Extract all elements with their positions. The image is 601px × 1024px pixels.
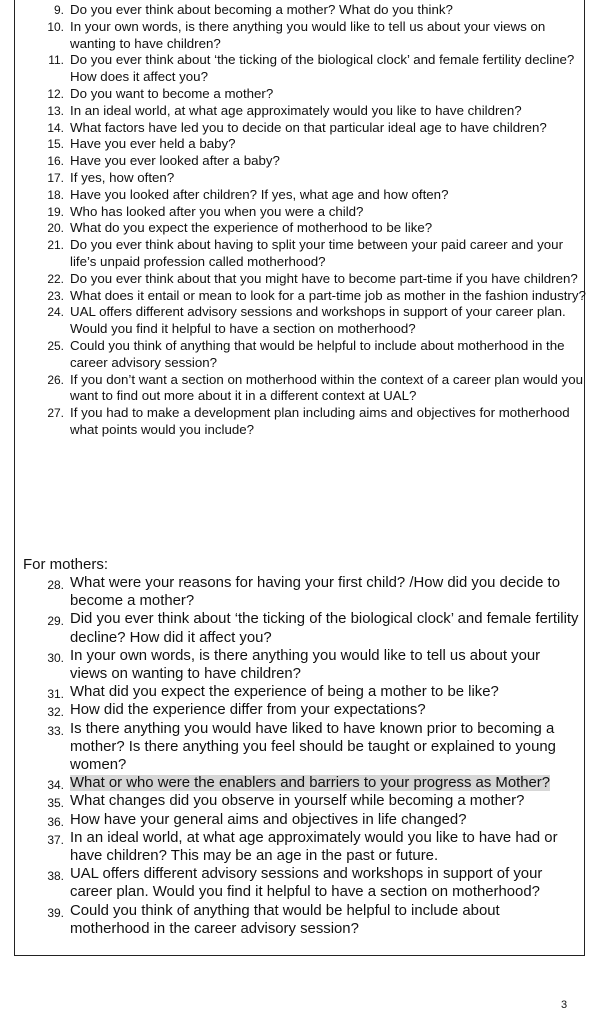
- question-text: In your own words, is there anything you would like to tell us about your views on wanting to have children?: [70, 18, 546, 51]
- question-text: What do you expect the experience of motherhood to be like?: [70, 220, 433, 236]
- question-text: What were your reasons for having your first child? /How did you decide to become a mother?: [70, 575, 560, 610]
- question-text: Have you ever held a baby?: [70, 136, 236, 152]
- question-number: 26.: [47, 372, 64, 387]
- question-number: 23.: [47, 288, 64, 303]
- question-item: [47, 720, 580, 775]
- mothers-questions-list: [47, 574, 580, 938]
- question-text: What changes did you observe in yourself while becoming a mother?: [70, 793, 525, 810]
- question-text: Who has looked after you when you were a child?: [70, 203, 364, 219]
- question-text: Have you looked after children? If yes, what age and how often?: [70, 186, 449, 202]
- question-item: [47, 405, 590, 439]
- question-number: 30.: [47, 650, 64, 665]
- question-item: [47, 270, 590, 288]
- question-number: 38.: [47, 869, 64, 884]
- question-item: [47, 337, 590, 372]
- question-item-highlighted: [47, 774, 580, 793]
- question-item: [47, 287, 590, 305]
- question-number: 21.: [47, 238, 64, 253]
- question-item: [47, 186, 590, 204]
- questionnaire-box: [14, 0, 585, 956]
- question-text: Could you think of anything that would be helpful to include about motherhood in the career advisory session?: [70, 902, 500, 937]
- question-item: [47, 136, 590, 153]
- question-text: Is there anything you would have liked to have known prior to becoming a mother? Is there anything you feel should be taught or explained to young women?: [70, 720, 556, 774]
- question-number: 20.: [47, 221, 64, 236]
- question-number: 17.: [47, 170, 64, 185]
- question-item: [47, 119, 590, 137]
- question-item: [47, 237, 590, 271]
- question-number: 13.: [47, 103, 64, 118]
- question-text: Do you ever think about that you might have to become part-time if you have children?: [70, 270, 578, 286]
- question-item: [47, 304, 590, 338]
- question-number: 27.: [47, 406, 64, 421]
- for-mothers-heading: For mothers:: [23, 556, 109, 573]
- question-number: 36.: [47, 814, 64, 829]
- question-item: [47, 683, 580, 702]
- question-text: Did you ever think about ‘the ticking of the biological clock’ and female fertility decline? How did it affect you?: [70, 611, 579, 646]
- question-number: 25.: [47, 338, 64, 353]
- question-item: [47, 811, 580, 829]
- question-number: 35.: [47, 796, 64, 811]
- question-text: In an ideal world, at what age approximately would you like to have children?: [70, 102, 522, 118]
- question-item: [47, 647, 580, 683]
- question-text: Have you ever looked after a baby?: [70, 153, 280, 169]
- question-item: [47, 102, 590, 120]
- question-number: 9.: [53, 3, 64, 17]
- question-text: In your own words, is there anything you would like to tell us about your views on wanting to have children?: [70, 647, 541, 683]
- question-number: 32.: [47, 705, 64, 720]
- question-text: If you had to make a development plan including aims and objectives for motherhood what points would you include?: [70, 405, 570, 437]
- question-number: 14.: [47, 120, 64, 135]
- question-item: [47, 574, 580, 610]
- question-number: 12.: [47, 86, 64, 101]
- question-number: 10.: [47, 19, 64, 34]
- question-number: 11.: [48, 53, 64, 68]
- question-number: 22.: [47, 271, 64, 286]
- question-number: 28.: [47, 578, 64, 592]
- question-text: Could you think of anything that would be helpful to include about motherhood in the career advisory session?: [70, 337, 565, 370]
- page-number: 3: [561, 999, 568, 1011]
- question-item: [47, 610, 580, 646]
- question-item: [53, 2, 590, 19]
- question-text: If yes, how often?: [70, 169, 175, 185]
- question-item: [47, 220, 590, 237]
- question-number: 18.: [47, 187, 64, 202]
- question-item: [47, 865, 580, 901]
- question-item: [47, 85, 590, 103]
- question-number: 16.: [47, 154, 64, 169]
- question-text: How did the experience differ from your expectations?: [70, 702, 426, 719]
- general-questions-list: [47, 2, 590, 439]
- question-text: UAL offers different advisory sessions and workshops in support of your career plan. Would you find it helpful to have a section on motherhood?: [70, 304, 566, 337]
- question-number: 34.: [47, 778, 64, 793]
- question-item: [47, 169, 590, 187]
- question-number: 29.: [47, 614, 64, 629]
- question-item: [47, 701, 580, 720]
- question-text: If you don’t want a section on motherhood within the context of a career plan would you want to find out more about it in a different context at UAL?: [70, 371, 583, 404]
- question-item: [47, 792, 580, 811]
- question-number: 39.: [47, 905, 64, 920]
- question-text: Do you ever think about ‘the ticking of the biological clock’ and female fertility decline? How does it affect you?: [70, 52, 575, 85]
- question-text: Do you want to become a mother?: [70, 85, 274, 101]
- question-text: What does it entail or mean to look for a part-time job as mother in the fashion industry?: [70, 287, 586, 303]
- question-number: 31.: [47, 687, 64, 702]
- question-number: 33.: [47, 723, 64, 738]
- question-text: What did you expect the experience of being a mother to be like?: [70, 684, 499, 701]
- question-text: UAL offers different advisory sessions and workshops in support of your career plan. Would you find it helpful to have a section on motherhood?: [70, 866, 543, 901]
- question-item: [47, 18, 590, 53]
- question-item: [47, 371, 590, 406]
- question-text: How have your general aims and objectives in life changed?: [70, 811, 467, 828]
- question-number: 24.: [47, 305, 64, 320]
- question-number: 19.: [47, 204, 64, 219]
- question-text: Do you ever think about having to split your time between your paid career and your life’s unpaid profession called motherhood?: [70, 237, 564, 269]
- question-text: What factors have led you to decide on that particular ideal age to have children?: [70, 119, 547, 135]
- question-item: [47, 829, 580, 865]
- question-text: Do you ever think about becoming a mother? What do you think?: [70, 2, 453, 17]
- question-text: What or who were the enablers and barriers to your progress as Mother?: [70, 775, 551, 792]
- question-number: 15.: [47, 137, 64, 152]
- question-item: [47, 902, 580, 938]
- question-item: [47, 153, 590, 170]
- question-item: [47, 203, 590, 221]
- question-number: 37.: [47, 832, 64, 847]
- question-text: In an ideal world, at what age approximately would you like to have had or have children? This may be an age in the past or future.: [70, 829, 558, 865]
- question-item: [48, 52, 590, 86]
